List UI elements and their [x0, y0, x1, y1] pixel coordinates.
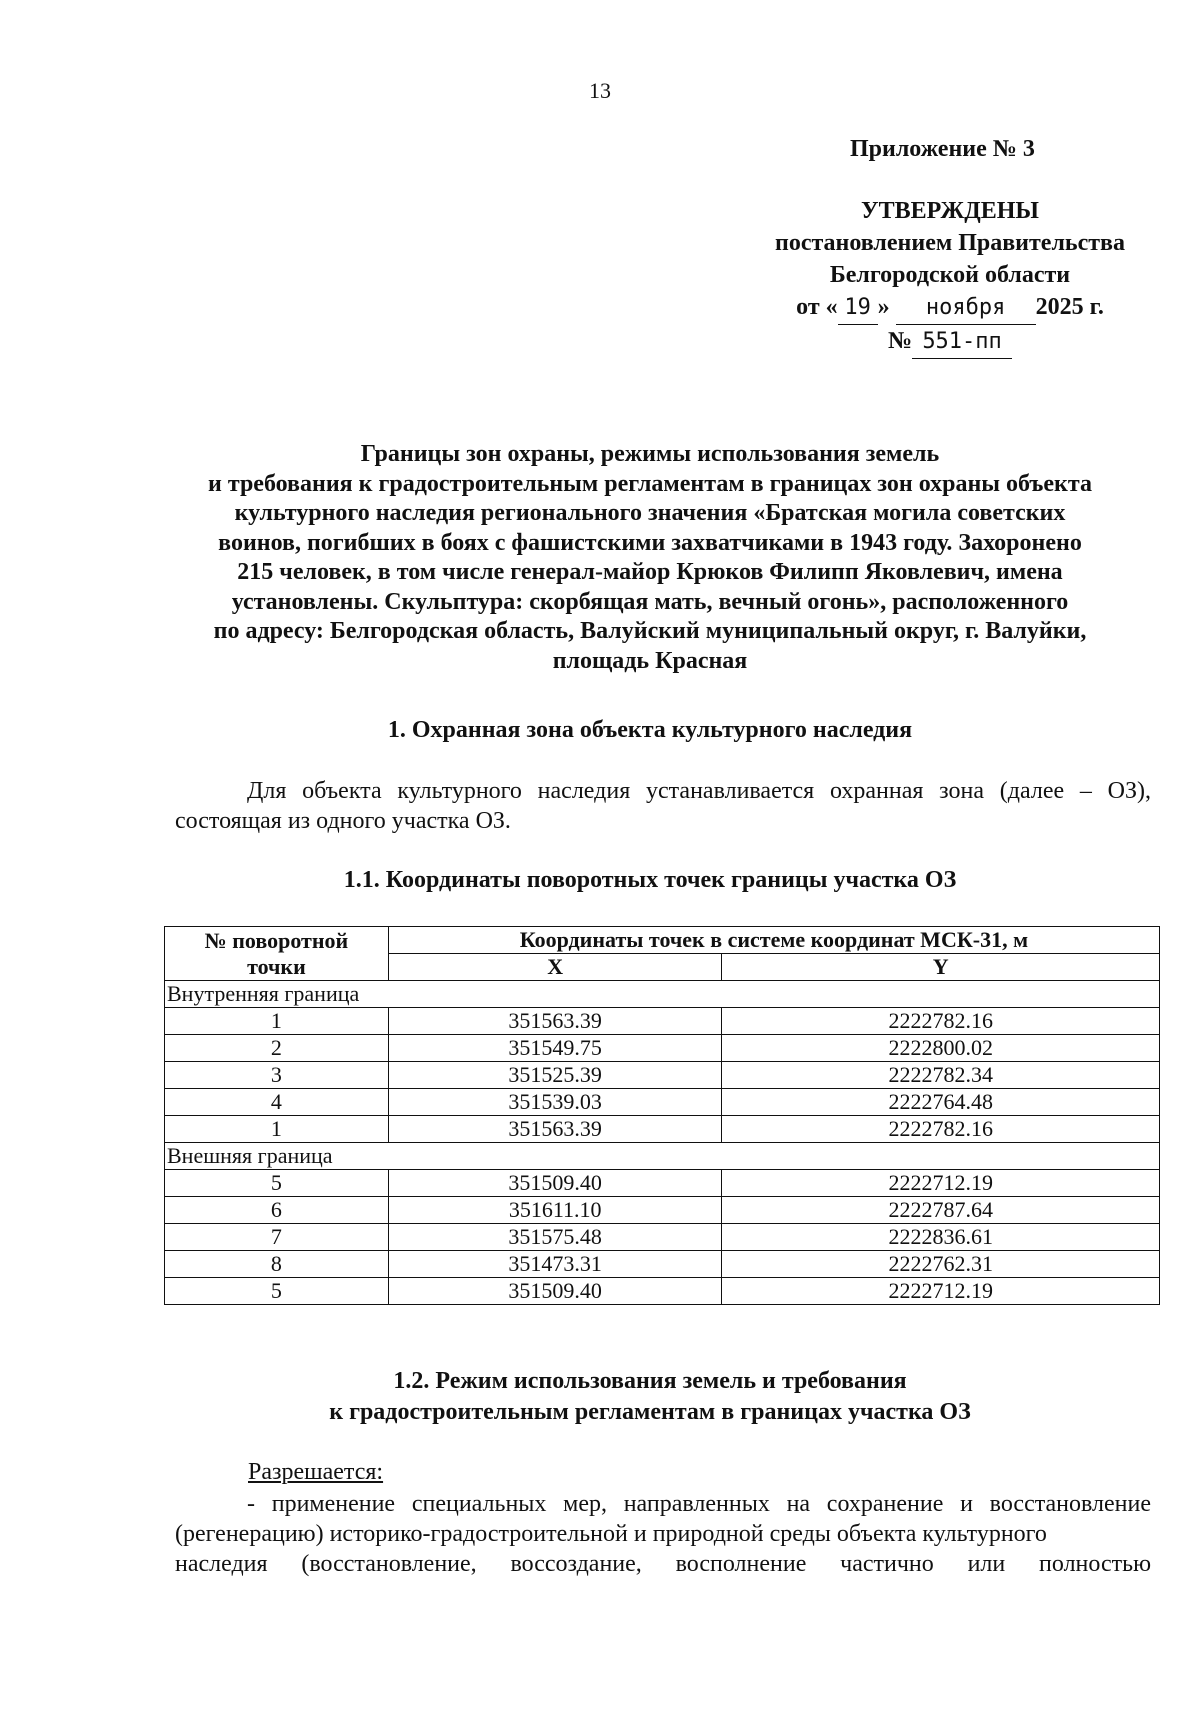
table-row [165, 1089, 1160, 1116]
table-row [165, 1116, 1160, 1143]
table-row [165, 1224, 1160, 1251]
header-point: № поворотной точки [165, 927, 389, 981]
cell-y: 2222782.34 [722, 1062, 1160, 1089]
approval-decree: постановлением Правительства [774, 230, 1125, 256]
allowed-text-main: - применение специальных мер, направленных на сохранение и восстановление (регенерацию) историко-градостроительной и природной среды объекта культурного [175, 1491, 1151, 1547]
table-row [165, 1170, 1160, 1197]
cell-n: 6 [165, 1197, 389, 1224]
cell-n: 3 [165, 1062, 389, 1089]
document-title [150, 440, 1150, 676]
title-line: воинов, погибших в боях с фашистскими захватчиками в 1943 году. Захоронено [218, 529, 1082, 556]
table-row [165, 1035, 1160, 1062]
cell-y: 2222800.02 [722, 1035, 1160, 1062]
group-row [165, 1143, 1160, 1170]
coordinates-table [164, 926, 1160, 1305]
page-number: 13 [589, 78, 611, 103]
section-1-text: Для объекта культурного наследия устанавливается охранная зона (далее – ОЗ), состоящая из одного участка ОЗ. [175, 778, 1151, 834]
table-header-row [165, 927, 1160, 954]
approval-title: УТВЕРЖДЕНЫ [861, 198, 1039, 224]
approval-date [740, 291, 1160, 325]
table-row [165, 1197, 1160, 1224]
allowed-label: Разрешается: [248, 1459, 384, 1485]
header-y: Y [722, 954, 1160, 981]
table-row [165, 1008, 1160, 1035]
title-line: 215 человек, в том числе генерал-майор Крюков Филипп Яковлевич, имена [237, 559, 1063, 585]
table-row [165, 1062, 1160, 1089]
date-year: 2025 г. [1035, 294, 1104, 320]
group-label: Внешняя граница [165, 1143, 1160, 1170]
number-prefix: № [887, 328, 913, 354]
cell-y: 2222836.61 [722, 1224, 1160, 1251]
cell-y: 2222762.31 [722, 1251, 1160, 1278]
cell-n: 1 [165, 1008, 389, 1035]
title-line: площадь Красная [552, 647, 748, 674]
cell-x: 351509.40 [388, 1170, 722, 1197]
cell-x: 351611.10 [388, 1197, 722, 1224]
date-mid: » [877, 294, 890, 320]
approval-block [740, 195, 1160, 359]
cell-x: 351563.39 [388, 1008, 722, 1035]
table-row [165, 1251, 1160, 1278]
cell-y: 2222712.19 [722, 1278, 1160, 1305]
title-line: Границы зон охраны, режимы использования земель [360, 441, 940, 467]
cell-n: 2 [165, 1035, 389, 1062]
table-row [165, 1278, 1160, 1305]
section-1-heading: 1. Охранная зона объекта культурного наследия [387, 717, 913, 743]
date-prefix: от « [796, 294, 838, 320]
header-coords: Координаты точек в системе координат МСК-31, м [388, 927, 1159, 954]
cell-n: 8 [165, 1251, 389, 1278]
header-x: X [388, 954, 722, 981]
cell-n: 1 [165, 1116, 389, 1143]
cell-y: 2222764.48 [722, 1089, 1160, 1116]
approval-region: Белгородской области [829, 262, 1071, 288]
section-1-1-heading: 1.1. Координаты поворотных точек границы участка ОЗ [343, 867, 957, 893]
group-label: Внутренняя граница [165, 981, 1160, 1008]
title-line: и требования к градостроительным регламентам в границах зон охраны объекта [208, 470, 1092, 497]
title-line: культурного наследия регионального значения «Братская могила советских [234, 500, 1066, 526]
title-line: по адресу: Белгородская область, Валуйский муниципальный округ, г. Валуйки, [213, 618, 1087, 644]
cell-x: 351509.40 [388, 1278, 722, 1305]
title-line: установлены. Скульптура: скорбящая мать, вечный огонь», расположенного [231, 588, 1069, 615]
cell-x: 351473.31 [388, 1251, 722, 1278]
cell-n: 5 [165, 1278, 389, 1305]
date-day: 19 [838, 292, 878, 325]
cell-n: 4 [165, 1089, 389, 1116]
allowed-text [175, 1489, 1151, 1579]
cell-x: 351525.39 [388, 1062, 722, 1089]
date-month: ноября [896, 292, 1036, 325]
appendix-label: Приложение № 3 [850, 136, 1035, 162]
cell-x: 351575.48 [388, 1224, 722, 1251]
cell-n: 5 [165, 1170, 389, 1197]
approval-number [740, 325, 1160, 359]
cell-x: 351549.75 [388, 1035, 722, 1062]
number-value: 551-пп [912, 326, 1012, 359]
cell-x: 351539.03 [388, 1089, 722, 1116]
cell-y: 2222782.16 [722, 1008, 1160, 1035]
cell-y: 2222787.64 [722, 1197, 1160, 1224]
allowed-text-last: наследия (восстановление, воссоздание, восполнение частично или полностью [175, 1551, 1151, 1577]
cell-y: 2222782.16 [722, 1116, 1160, 1143]
group-row [165, 981, 1160, 1008]
cell-n: 7 [165, 1224, 389, 1251]
cell-x: 351563.39 [388, 1116, 722, 1143]
section-1-2-heading: 1.2. Режим использования земель и требования к градостроительным регламентам в границах участка ОЗ [329, 1368, 971, 1425]
cell-y: 2222712.19 [722, 1170, 1160, 1197]
